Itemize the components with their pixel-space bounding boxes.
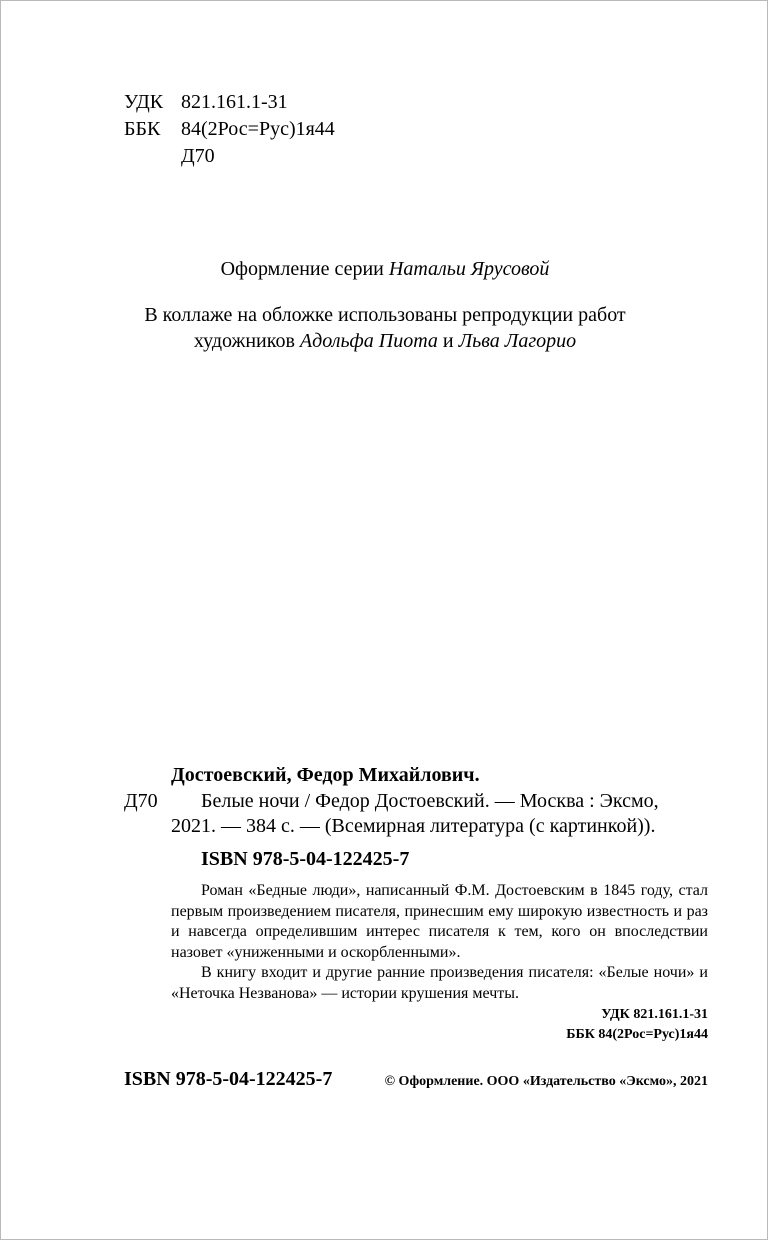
- artist-name-1: Адольфа Пиота: [299, 330, 438, 352]
- series-design-prefix: Оформление серии: [220, 258, 384, 280]
- isbn-catalog: ISBN 978-5-04-122425-7: [201, 848, 410, 870]
- bbk-code-bottom: ББК 84(2Рос=Рус)1я44: [566, 1027, 708, 1042]
- bbk-value: 84(2Рос=Рус)1я44: [181, 118, 335, 140]
- bbk-label: ББК: [124, 118, 161, 140]
- annotation-paragraph-2: В книгу входит и другие ранние произведения писателя: «Белые ночи» и «Неточка Незванова» — истории крушения мечты.: [171, 964, 708, 1002]
- cover-collage-credit: [1, 302, 768, 354]
- annotation-block: [171, 881, 708, 1004]
- collage-credit-line2: [1, 328, 768, 354]
- collage-conjunction: и: [442, 330, 454, 352]
- bbk-code-line: [124, 116, 335, 143]
- udk-code-line: [124, 89, 335, 116]
- udk-code-bottom: УДК 821.161.1-31: [601, 1007, 708, 1022]
- collage-credit-line1: В коллаже на обложке использованы репродукции работ: [144, 304, 626, 326]
- series-design-credit: [1, 257, 768, 282]
- udk-label: УДК: [124, 91, 164, 113]
- series-designer-name: Натальи Ярусовой: [388, 258, 550, 280]
- isbn-footer: ISBN 978-5-04-122425-7: [124, 1068, 333, 1090]
- copyright-line: © Оформление. ООО «Издательство «Эксмо», 2021: [384, 1074, 708, 1089]
- catalog-entry-code: Д70: [124, 790, 158, 812]
- catalog-entry-line1: Белые ночи / Федор Достоевский. — Москва : Эксмо,: [201, 790, 659, 812]
- imprint-codes-top: [124, 89, 335, 170]
- annotation-paragraph-1: Роман «Бедные люди», написанный Ф.М. Достоевским в 1845 году, стал первым произведением писателя, принесшим ему широкую известность и раз и навсегда определившим интерес писателя к тем, кого он впоследствии назовет «униженными и оскорбленными».: [171, 882, 708, 961]
- book-code-line: [124, 143, 335, 170]
- book-code: Д70: [181, 145, 215, 167]
- imprint-codes-bottom: [171, 1005, 708, 1045]
- author-heading: Достоевский, Федор Михайлович.: [171, 764, 480, 786]
- artist-name-2: Льва Лагорио: [458, 330, 577, 352]
- udk-value: 821.161.1-31: [181, 91, 288, 113]
- collage-credit-prefix: художников: [193, 330, 295, 352]
- catalog-entry-line2: 2021. — 384 с. — (Всемирная литература (с картинкой)).: [171, 815, 656, 837]
